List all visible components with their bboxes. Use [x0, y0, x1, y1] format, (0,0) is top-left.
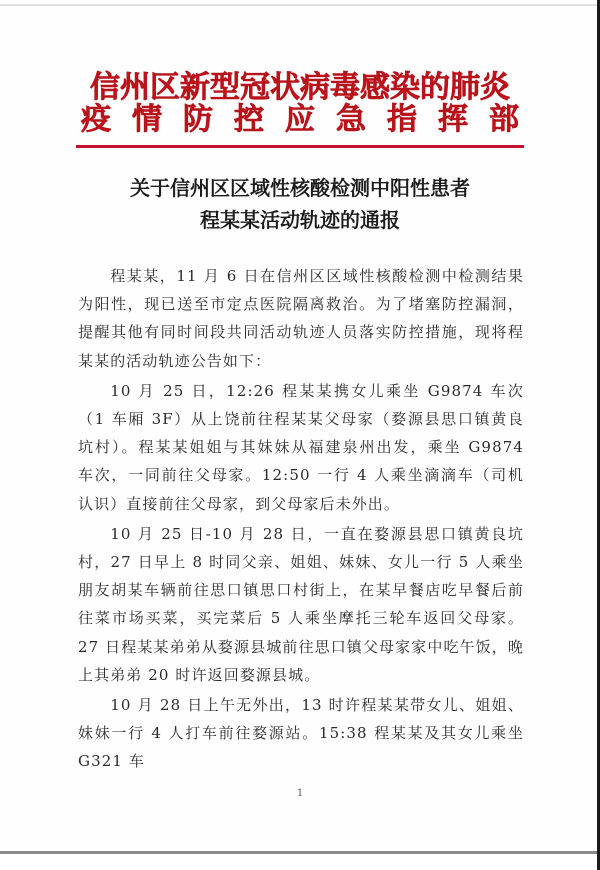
bottom-divider [0, 851, 597, 854]
masthead [76, 70, 540, 137]
masthead-red-rule [76, 145, 524, 148]
masthead-line-1: 信州区新型冠状病毒感染的肺炎 [90, 70, 510, 105]
top-divider [0, 4, 597, 6]
paragraph-oct-25: 10 月 25 日，12:26 程某某携女儿乘坐 G9874 车次（1 车厢 3F）从上饶前往程某某父母家（婺源县思口镇黄良坑村）。程某某姐姐与其妹妹从福建泉州出发，乘坐 G9874 车次，一同前往父母家。12:50 一行 4 人乘坐滴滴车（司机认识）直接前往父母家，到父母家后未外出。 [78, 381, 524, 513]
title-line-2: 程某某活动轨迹的通报 [200, 208, 400, 232]
document-body [78, 262, 524, 778]
paragraph-oct-25-28: 10 月 25 日-10 月 28 日，一直在婺源县思口镇黄良坑村，27 日早上 8 时同父亲、姐姐、妹妹、女儿一行 5 人乘坐朋友胡某车辆前往思口镇思口村街上，在某早餐店吃早餐后前往菜市场买菜，买完菜后 5 人乘坐摩托三轮车返回父母家。27 日程某某弟弟从婺源县城前往思口镇父母家家中吃午饭，晚上其弟弟 20 时许返回婺源县城。 [78, 524, 524, 684]
paragraph-intro: 程某某，11 月 6 日在信州区区域性核酸检测中检测结果为阳性，现已送至市定点医院隔离救治。为了堵塞防控漏洞，提醒其他有同时间段共同活动轨迹人员落实防控措施，现将程某某的活动轨迹公告如下： [78, 267, 524, 370]
masthead-line-2: 疫情防控应急指挥部 [81, 102, 540, 137]
title-line-1: 关于信州区区域性核酸检测中阳性患者 [130, 176, 470, 200]
paragraph-oct-28: 10 月 28 日上午无外出，13 时许程某某带女儿、姐姐、妹妹一行 4 人打车前往婺源站。15:38 程某某及其女儿乘坐 G321 车 [78, 696, 524, 771]
page-number: 1 [296, 788, 304, 799]
document-title [60, 172, 540, 236]
